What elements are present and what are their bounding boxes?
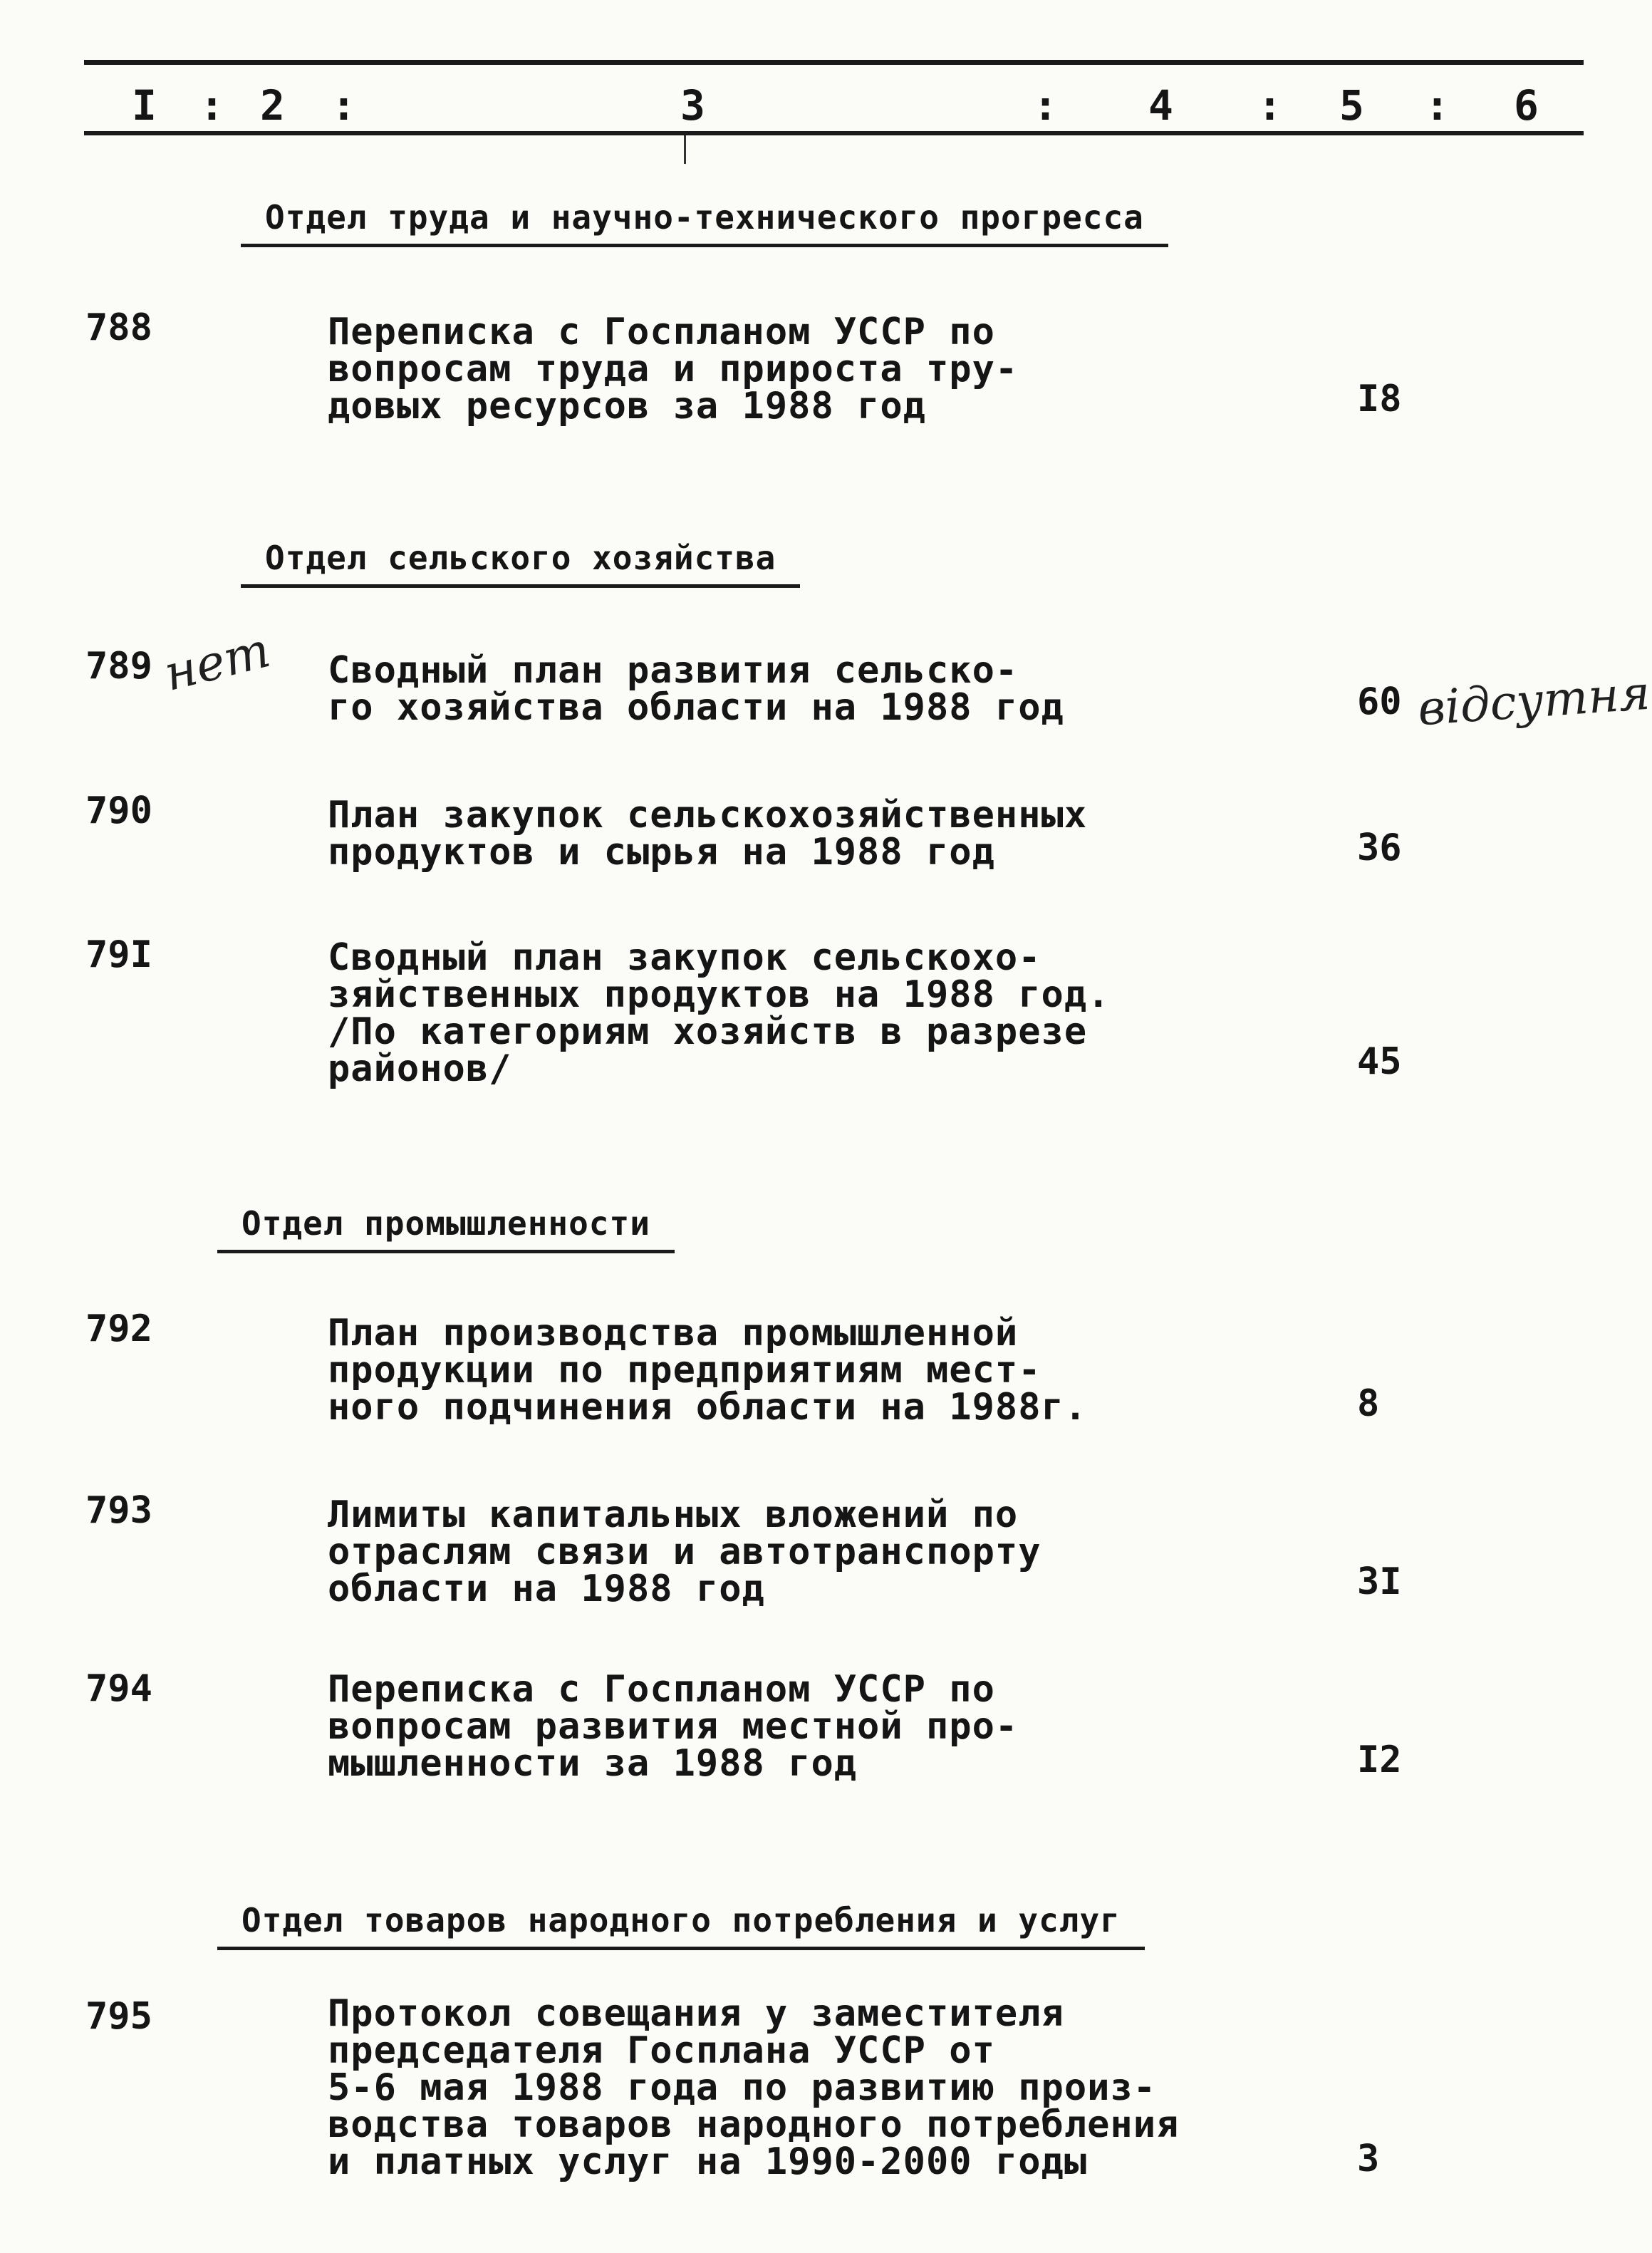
entry-sheet-count: 60 xyxy=(1357,680,1402,723)
section-heading-consumer-goods: Отдел товаров народного потребления и услуг xyxy=(217,1901,1145,1950)
description-line: председателя Госплана УССР от xyxy=(328,2029,995,2072)
section-heading-agriculture: Отдел сельского хозяйства xyxy=(241,539,800,588)
description-line: и платных услуг на 1990-2000 годы xyxy=(328,2140,1088,2183)
column-separator: : xyxy=(199,81,224,130)
entry-number: 794 xyxy=(85,1667,152,1710)
entry-sheet-count: 8 xyxy=(1357,1382,1380,1425)
description-line: вопросам развития местной про- xyxy=(328,1705,1019,1748)
description-line: План закупок сельскохозяйственных xyxy=(328,794,1088,837)
entry-number: 789 xyxy=(85,645,152,688)
description-line: Лимиты капитальных вложений по xyxy=(328,1493,1019,1536)
column-separator: : xyxy=(1257,81,1282,130)
description-line: /По категориям хозяйств в разрезе xyxy=(328,1010,1088,1053)
entry-sheet-count: 45 xyxy=(1357,1040,1402,1083)
description-line: Сводный план развития сельско- xyxy=(328,649,1019,692)
top-rule xyxy=(84,60,1584,65)
description-line: План производства промышленной xyxy=(328,1312,1019,1355)
entry-description xyxy=(328,1493,1183,1610)
column-number-6: 6 xyxy=(1514,81,1539,130)
entry-sheet-count: 3 xyxy=(1357,2138,1380,2180)
entry-description xyxy=(328,936,1183,1090)
description-line: го хозяйства области на 1988 год xyxy=(328,686,1064,729)
description-line: Переписка с Госпланом УССР по xyxy=(328,311,995,353)
column-number-4: 4 xyxy=(1148,81,1173,130)
entry-sheet-count: I8 xyxy=(1357,378,1402,420)
entry-description xyxy=(328,649,1183,729)
entry-description xyxy=(328,794,1183,874)
description-line: Переписка с Госпланом УССР по xyxy=(328,1668,995,1711)
handwritten-mark: нет xyxy=(158,622,276,703)
description-line: зяйственных продуктов на 1988 год. xyxy=(328,973,1111,1016)
entry-sheet-count: I2 xyxy=(1357,1739,1402,1781)
description-line: мышленности за 1988 год xyxy=(328,1742,858,1785)
entry-description xyxy=(328,1668,1183,1785)
entry-sheet-count: 36 xyxy=(1357,827,1402,869)
entry-number: 790 xyxy=(85,789,152,832)
description-line: Сводный план закупок сельскохо- xyxy=(328,936,1041,979)
header-rule xyxy=(84,131,1584,135)
entry-number: 793 xyxy=(85,1489,152,1532)
description-line: Протокол совещания у заместителя xyxy=(328,1992,1064,2035)
description-line: 5-6 мая 1988 года по развитию произ- xyxy=(328,2066,1157,2109)
description-line: продукции по предприятиям мест- xyxy=(328,1349,1041,1392)
entry-number: 79I xyxy=(85,933,152,976)
column-number-2: 2 xyxy=(260,81,285,130)
column-number-5: 5 xyxy=(1339,81,1364,130)
entry-description xyxy=(328,1992,1183,2183)
description-line: довых ресурсов за 1988 год xyxy=(328,385,926,428)
description-line: области на 1988 год xyxy=(328,1568,765,1610)
description-line: отраслям связи и автотранспорту xyxy=(328,1531,1041,1573)
column-number-1: I xyxy=(132,81,157,130)
section-heading-industry: Отдел промышленности xyxy=(217,1204,675,1253)
entry-sheet-count: 3I xyxy=(1357,1560,1402,1603)
column-separator: : xyxy=(1033,81,1058,130)
section-heading-labor: Отдел труда и научно-технического прогресса xyxy=(241,198,1168,247)
description-line: водства товаров народного потребления xyxy=(328,2103,1180,2146)
column-separator: : xyxy=(1425,81,1450,130)
column-separator: : xyxy=(331,81,356,130)
entry-description xyxy=(328,1312,1183,1429)
entry-number: 792 xyxy=(85,1307,152,1350)
column-tick xyxy=(684,135,686,164)
description-line: вопросам труда и прироста тру- xyxy=(328,348,1019,390)
entry-number: 788 xyxy=(85,306,152,349)
column-number-3: 3 xyxy=(680,81,705,130)
description-line: продуктов и сырья на 1988 год xyxy=(328,831,995,874)
description-line: районов/ xyxy=(328,1047,512,1090)
description-line: ного подчинения области на 1988г. xyxy=(328,1386,1088,1429)
entry-description xyxy=(328,311,1183,428)
entry-number: 795 xyxy=(85,1995,152,2038)
handwritten-note: відсутня xyxy=(1415,665,1652,737)
